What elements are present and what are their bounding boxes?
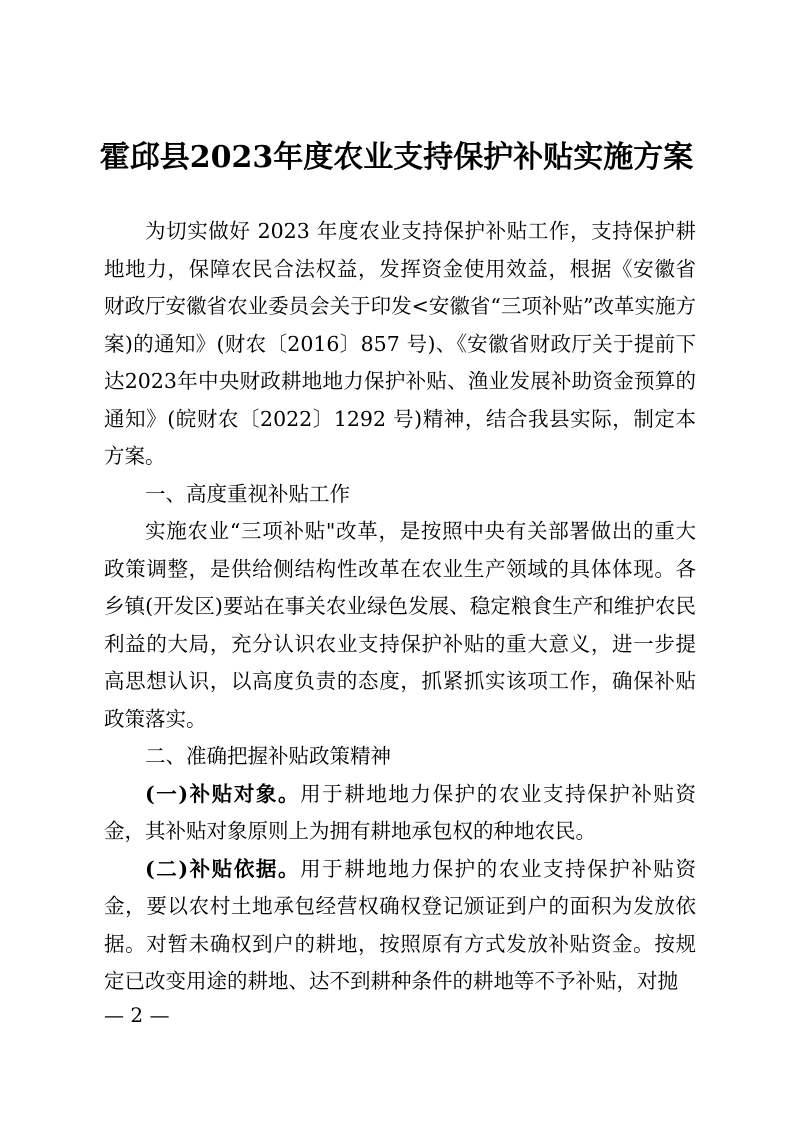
section-1-paragraph: 实施农业“三项补贴"改革，是按照中央有关部署做出的重大政策调整，是供给侧结构性改革在农业生产领域的具体体现。各乡镇(开发区)要站在事关农业绿色发展、稳定粮食生产和维护农民利益的大局，充分认识农业支持保护补贴的重大意义，进一步提高思想认识，以高度负责的态度，抓紧抓实该项工作，确保补贴政策落实。 [104, 519, 696, 731]
section-2-item-1 [104, 776, 696, 851]
document-title: 霍邱县2023年度农业支持保护补贴实施方案 [99, 140, 694, 175]
section-1-heading: 一、高度重视补贴工作 [145, 481, 350, 506]
document-body [104, 213, 696, 1001]
section-2-heading: 二、准确把握补贴政策精神 [145, 744, 391, 768]
section-2-item-2 [104, 851, 696, 1001]
item-2-body: 用于耕地地力保护的农业支持保护补贴资金，要以农村土地承包经营权确权登记颁证到户的面积为发放依据。对暂未确权到户的耕地，按照原有方式发放补贴资金。按规定已改变用途的耕地、达不到耕种条件的耕地等不予补贴，对抛 [104, 856, 697, 993]
item-1-lead: (一)补贴对象。 [145, 781, 301, 806]
intro-paragraph: 为切实做好 2023 年度农业支持保护补贴工作，支持保护耕地地力，保障农民合法权益，发挥资金使用效益，根据《安徽省财政厅安徽省农业委员会关于印发<安徽省“三项补贴”改革实施方案)的通知》(财农〔2016〕857 号)、《安徽省财政厅关于提前下达2023年中央财政耕地地力保护补贴、渔业发展补助资金预算的通知》(皖财农〔2022〕1292 号)精神，结合我县实际，制定本方案。 [104, 219, 696, 468]
page-number: — 2 — [104, 1003, 170, 1027]
item-2-lead: (二)补贴依据。 [145, 856, 301, 881]
item-1-body: 用于耕地地力保护的农业支持保护补贴资金，其补贴对象原则上为拥有耕地承包权的种地农民。 [104, 781, 697, 843]
